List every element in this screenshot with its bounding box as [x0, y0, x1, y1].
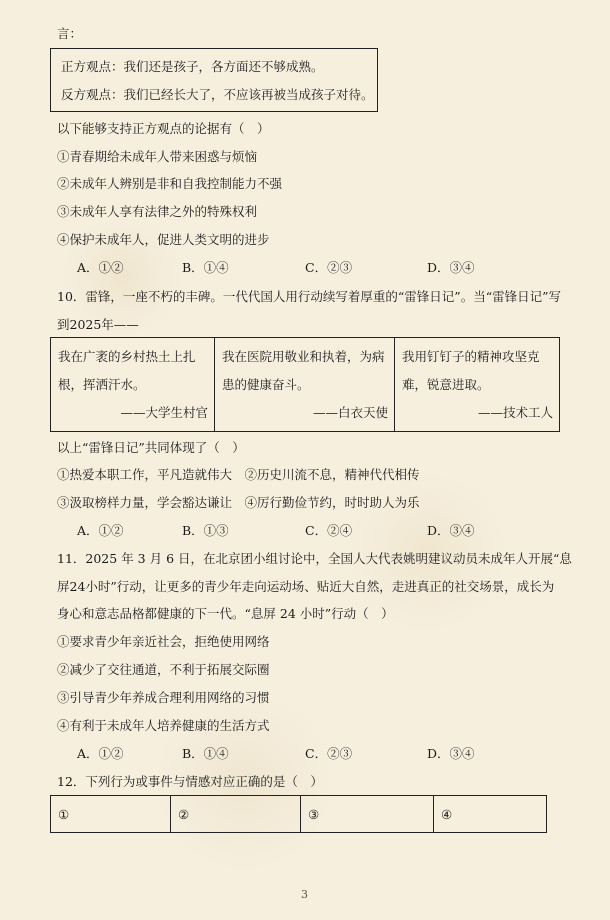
diary-1-line1: 我在广袤的乡村热土上扎 [58, 349, 196, 364]
q12-cell-4 [434, 796, 546, 832]
q11-stem-line1: 11．2025 年 3 月 6 日，在北京团小组讨论中，全国人大代表姚明建议动员未成年人开展“息 [57, 551, 572, 566]
q9-item-2: ②未成年人辨别是非和自我控制能力不强 [57, 176, 283, 191]
debate-pro-text: 正方观点：我们还是孩子，各方面还不够成熟。 [61, 59, 324, 74]
q10-ask: 以上“雷锋日记”共同体现了（ ） [57, 440, 245, 455]
diary-cell-1 [51, 338, 215, 431]
q12-cell-2-label: ② [178, 807, 190, 822]
q12-cell-1-label: ① [58, 807, 70, 822]
q10-choice-d[interactable]: D．③④ [427, 523, 475, 538]
q10-choice-a[interactable]: A．①② [77, 523, 124, 538]
diary-1-sign: ——大学生村官 [120, 405, 208, 420]
q9-item-4: ④保护未成年人，促进人类文明的进步 [57, 232, 270, 247]
q11-choice-a[interactable]: A．①② [77, 746, 124, 761]
q12-cell-2 [171, 796, 301, 832]
debate-con-text: 反方观点：我们已经长大了，不应该再被当成孩子对待。 [61, 87, 374, 102]
q11-stem-line3: 身心和意志品格都健康的下一代。“息屏 24 小时”行动（ ） [57, 606, 394, 621]
diary-table [50, 337, 560, 432]
q12-cell-3 [301, 796, 434, 832]
q11-choice-c[interactable]: C．②③ [305, 746, 353, 761]
q11-item-2: ②减少了交往通道，不利于拓展交际圈 [57, 662, 270, 677]
diary-2-sign: ——白衣天使 [312, 405, 388, 420]
q9-choice-d[interactable]: D．③④ [427, 260, 475, 275]
q11-item-1: ①要求青少年亲近社会，拒绝使用网络 [57, 634, 270, 649]
q11-stem-line2: 屏24小时”行动，让更多的青少年走向运动场、贴近大自然，走进真正的社交场景，成长为 [57, 579, 555, 594]
diary-cell-3 [395, 338, 559, 431]
q12-cell-1 [51, 796, 171, 832]
q11-item-3: ③引导青少年养成合理利用网络的习惯 [57, 690, 270, 705]
q11-choice-b[interactable]: B．①④ [182, 746, 229, 761]
diary-cell-2 [215, 338, 395, 431]
intro-tail-text: 言： [57, 26, 83, 41]
q9-item-3: ③未成年人享有法律之外的特殊权利 [57, 204, 258, 219]
diary-1-line2: 根，挥洒汗水。 [58, 377, 146, 392]
diary-3-line2: 难，锐意进取。 [402, 377, 490, 392]
q11-item-4: ④有利于未成年人培养健康的生活方式 [57, 718, 270, 733]
q9-choice-c[interactable]: C．②③ [305, 260, 353, 275]
diary-2-line2: 患的健康奋斗。 [222, 377, 310, 392]
q12-stem: 12．下列行为或事件与情感对应正确的是（ ） [57, 774, 323, 789]
q12-table [50, 795, 547, 833]
q9-choice-a[interactable]: A．①② [77, 260, 124, 275]
q9-stem: 以下能够支持正方观点的论据有（ ） [57, 121, 270, 136]
q10-items-row1: ①热爱本职工作，平凡造就伟大 ②历史川流不息，精神代代相传 [57, 467, 420, 482]
q12-cell-4-label: ④ [441, 807, 453, 822]
q10-stem-line2: 到2025年—— [57, 317, 139, 332]
diary-3-line1: 我用钉钉子的精神攻坚克 [402, 349, 540, 364]
q11-choice-d[interactable]: D．③④ [427, 746, 475, 761]
q10-stem-line1: 10．雷锋，一座不朽的丰碑。一代代国人用行动续写着厚重的“雷锋日记”。当“雷锋日记”写 [57, 289, 561, 304]
page-number: 3 [301, 888, 308, 901]
diary-2-line1: 我在医院用敬业和执着，为病 [222, 349, 385, 364]
diary-3-sign: ——技术工人 [477, 405, 553, 420]
q9-item-1: ①青春期给未成年人带来困惑与烦恼 [57, 149, 258, 164]
q12-cell-3-label: ③ [308, 807, 320, 822]
q10-choice-b[interactable]: B．①③ [182, 523, 229, 538]
q10-choice-c[interactable]: C．②④ [305, 523, 353, 538]
q9-choice-b[interactable]: B．①④ [182, 260, 229, 275]
q10-items-row2: ③汲取榜样力量，学会豁达谦让 ④厉行勤俭节约，时时助人为乐 [57, 495, 420, 510]
debate-box [50, 48, 378, 112]
